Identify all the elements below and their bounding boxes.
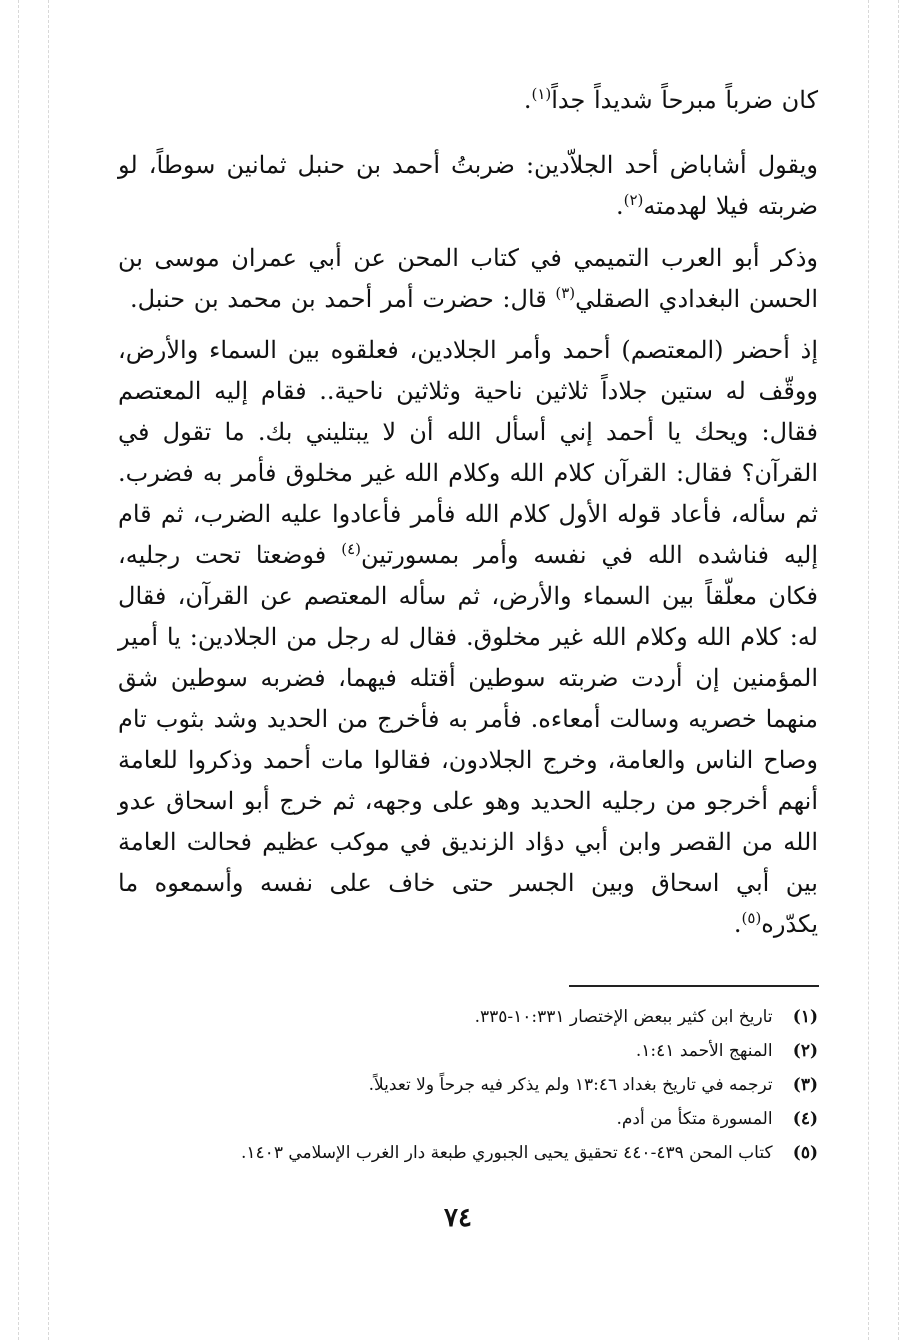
footnote-text: المنهج الأحمد ١:٤١. bbox=[635, 1041, 773, 1061]
paragraph-text: وذكر أبو العرب التميمي في كتاب المحن عن أبي عمران موسى بن الحسن البغدادي الصقلي bbox=[118, 244, 818, 313]
footnote-ref: (٥) bbox=[741, 909, 762, 927]
footnote-ref: (٢) bbox=[623, 191, 644, 209]
footnote-number: (٣) bbox=[792, 1075, 818, 1095]
footnote-number: (٥) bbox=[792, 1143, 818, 1163]
paragraph bbox=[118, 330, 818, 945]
paragraph bbox=[118, 238, 818, 320]
paragraph-text: إذ أحضر (المعتصم) أحمد وأمر الجلادين، فعلقوه بين السماء والأرض، ووقّف له ستين جلاداً ثلاثين ناحية وثلاثين ناحية.. فقام إليه المعتصم فقال: ويحك يا أحمد إني أسأل الله أن لا يبتليني بك. ما تقول في القرآن؟ فقال: القرآن كلام الله وكلام الله غير مخلوق فأمر به فضرب. ثم سأله، فأعاد قوله الأول كلام الله فأمر فأعادوا عليه الضرب، ثم قام إليه فناشده الله في نفسه وأمر بمسورتين bbox=[118, 336, 818, 569]
paragraph-tail: . bbox=[733, 910, 742, 938]
footnote bbox=[118, 1000, 818, 1034]
footnote bbox=[118, 1102, 818, 1136]
footnote-text: ترجمه في تاريخ بغداد ١٣:٤٦ ولم يذكر فيه جرحاً ولا تعديلاً. bbox=[368, 1075, 773, 1095]
scan-guide-line bbox=[898, 0, 899, 1340]
paragraph-text: ويقول أشاباض أحد الجلاّدين: ضربتُ أحمد بن حنبل ثمانين سوطاً، لو ضربته فيلا لهدمته bbox=[118, 151, 818, 220]
footnote-number: (١) bbox=[792, 1007, 818, 1027]
paragraph-text: كان ضرباً مبرحاً شديداً جداً bbox=[551, 86, 818, 114]
paragraph bbox=[524, 80, 818, 121]
footnote-ref: (١) bbox=[531, 85, 552, 103]
footnote bbox=[118, 1136, 818, 1170]
footnote-number: (٤) bbox=[792, 1109, 818, 1129]
footnotes bbox=[118, 1000, 818, 1170]
paragraph-tail: . bbox=[523, 86, 532, 114]
footnote bbox=[118, 1068, 818, 1102]
paragraph-tail: فوضعتا تحت رجليه، فكان معلّقاً بين السماء والأرض، ثم سأله المعتصم عن القرآن، فقال له: كلام الله وكلام الله غير مخلوق. فقال له رجل من الجلادين: يا أمير المؤمنين إن أردت ضربته سوطين أقتله فيهما، فضربه سوطين شق منهما خصريه وسالت أمعاءه. فأمر به فأخرج من الحديد وشد بثوب تام وصاح الناس والعامة، وخرج الجلادون، فقالوا مات أحمد وذكروا للعامة أنهم أخرجو من رجليه الحديد وهو على وجهه، ثم خرج أبو اسحاق عدو الله من القصر وابن أبي دؤاد الزنديق في موكب عظيم فحالت العامة بين أبي اسحاق وبين الجسر حتى خاف على نفسه وأسمعوه ما يكدّره bbox=[118, 541, 818, 938]
footnote-text: كتاب المحن ٤٣٩-٤٤٠ تحقيق يحيى الجبوري طبعة دار الغرب الإسلامي ١٤٠٣. bbox=[241, 1143, 773, 1163]
footnote-text: تاريخ ابن كثير ببعض الإختصار ١٠:٣٣١-٣٣٥. bbox=[474, 1007, 773, 1027]
paragraph-tail: قال: حضرت أمر أحمد بن محمد بن حنبل. bbox=[129, 285, 556, 313]
footnote-text: المسورة متكأ من أدم. bbox=[616, 1109, 773, 1129]
paragraph-tail: . bbox=[615, 192, 624, 220]
scan-guide-line bbox=[868, 0, 869, 1340]
footnote-ref: (٣) bbox=[555, 284, 576, 302]
scan-guide-line bbox=[48, 0, 49, 1340]
page-number: ٧٤ bbox=[444, 1203, 472, 1233]
scan-guide-line bbox=[18, 0, 19, 1340]
footnote-separator bbox=[569, 985, 819, 987]
paragraph bbox=[118, 145, 818, 227]
footnote bbox=[118, 1034, 818, 1068]
footnote-number: (٢) bbox=[792, 1041, 818, 1061]
footnote-ref: (٤) bbox=[341, 540, 361, 558]
